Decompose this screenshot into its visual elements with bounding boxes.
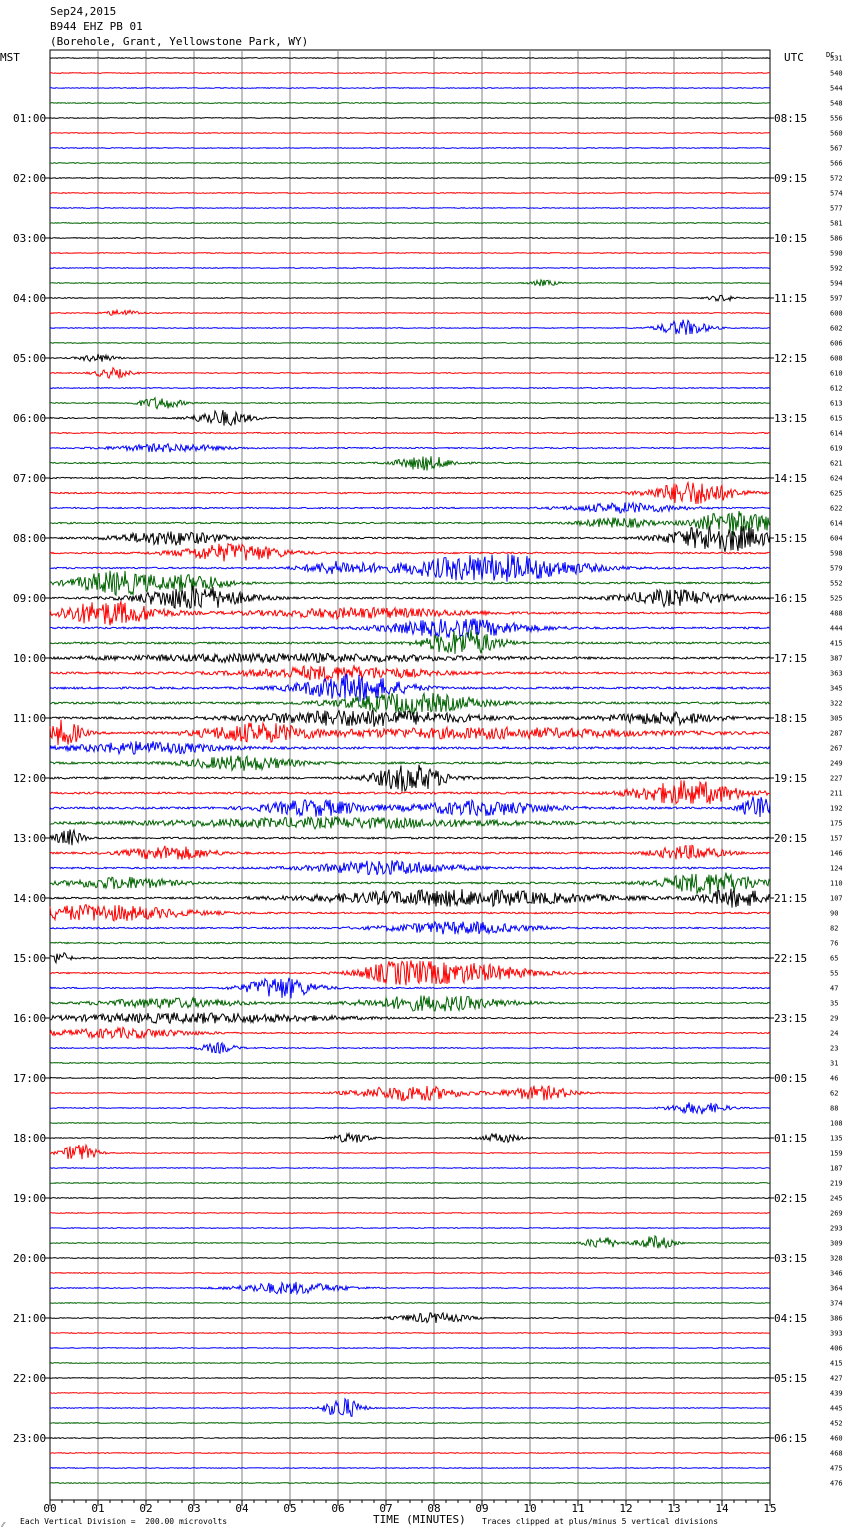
seismic-trace — [50, 268, 770, 269]
dc-offset-label: 598 — [830, 549, 843, 558]
seismic-trace — [50, 223, 770, 224]
seismic-trace — [50, 483, 770, 504]
x-tick-label: 08 — [427, 1502, 441, 1515]
seismic-trace — [50, 354, 770, 362]
x-tick-label: 10 — [523, 1502, 537, 1515]
utc-hour-label: 22:15 — [774, 952, 808, 965]
seismic-traces — [50, 58, 770, 1484]
dc-offset-label: 157 — [830, 834, 843, 843]
seismic-trace — [50, 619, 770, 638]
seismic-trace — [50, 554, 770, 582]
seismic-trace — [50, 1078, 770, 1079]
seismic-trace — [50, 1438, 770, 1439]
seismic-trace — [50, 444, 770, 453]
corner-mark: ⁄⁄ — [2, 1521, 5, 1529]
seismic-trace — [50, 953, 770, 963]
utc-hour-label: 14:15 — [774, 472, 808, 485]
dc-offset-label: 227 — [830, 774, 843, 783]
seismic-trace — [50, 280, 770, 286]
seismic-trace — [50, 860, 770, 874]
dc-offset-label: 577 — [830, 204, 843, 213]
dc-offset-label: 245 — [830, 1194, 843, 1203]
dc-offset-label: 35 — [830, 999, 839, 1008]
seismic-trace — [50, 133, 770, 134]
record-date: Sep24,2015 — [50, 5, 117, 18]
utc-hour-label: 12:15 — [774, 352, 808, 365]
dc-offset-label: 187 — [830, 1164, 843, 1173]
seismic-trace — [50, 942, 770, 943]
seismic-trace — [50, 1134, 770, 1143]
seismic-trace — [50, 873, 770, 895]
dc-offset-label: 108 — [830, 1119, 843, 1128]
seismic-trace — [50, 295, 770, 301]
dc-offset-label: 600 — [830, 309, 843, 318]
dc-offset-label: 602 — [830, 324, 843, 333]
mst-hour-label: 06:00 — [13, 412, 47, 425]
seismic-trace — [50, 1027, 770, 1038]
mst-hour-label: 05:00 — [13, 352, 47, 365]
dc-offset-label: 293 — [830, 1224, 843, 1233]
x-tick-label: 00 — [43, 1502, 57, 1515]
seismic-trace — [50, 1333, 770, 1334]
dc-offset-label: 305 — [830, 714, 843, 723]
dc-offset-label: 592 — [830, 264, 843, 273]
scale-note: Each Vertical Division = 200.00 microvolts — [20, 1517, 228, 1526]
dc-offset-label: 65 — [830, 954, 839, 963]
dc-offset-label: 604 — [830, 534, 843, 543]
mst-hour-label: 11:00 — [13, 712, 47, 725]
mst-hour-label: 13:00 — [13, 832, 47, 845]
seismic-trace — [50, 1228, 770, 1229]
x-tick-label: 06 — [331, 1502, 345, 1515]
seismic-trace — [50, 1378, 770, 1379]
dc-offset-label: 76 — [830, 939, 839, 948]
dc-offset-label: 475 — [830, 1464, 843, 1473]
mst-hour-label: 03:00 — [13, 232, 47, 245]
station-location: (Borehole, Grant, Yellowstone Park, WY) — [50, 35, 309, 48]
seismic-trace — [50, 253, 770, 254]
utc-axis-label: UTC — [784, 51, 804, 64]
dc-offset-label: 619 — [830, 444, 843, 453]
dc-offset-label: 567 — [830, 144, 843, 153]
seismic-trace — [50, 544, 770, 562]
dc-offset-label: 560 — [830, 129, 843, 138]
dc-offset-label: 29 — [830, 1014, 839, 1023]
seismic-trace — [50, 477, 770, 478]
dc-offset-label: 363 — [830, 669, 843, 678]
x-tick-label: 11 — [571, 1502, 585, 1515]
mst-hour-label: 17:00 — [13, 1072, 47, 1085]
x-tick-label: 13 — [667, 1502, 681, 1515]
x-tick-label: 04 — [235, 1502, 249, 1515]
dc-offset-label: 581 — [830, 219, 843, 228]
dc-header-label: DC — [826, 51, 835, 59]
dc-offset-label: 597 — [830, 294, 843, 303]
seismic-trace — [50, 586, 770, 609]
seismic-trace — [50, 1393, 770, 1394]
dc-offset-label: 614 — [830, 519, 843, 528]
dc-offset-label: 615 — [830, 414, 843, 423]
seismic-trace — [50, 961, 770, 986]
utc-hour-label: 01:15 — [774, 1132, 808, 1145]
seismic-trace — [50, 978, 770, 999]
dc-offset-label: 612 — [830, 384, 843, 393]
dc-offset-label: 427 — [830, 1374, 843, 1383]
seismic-trace — [50, 1145, 770, 1159]
seismic-trace — [50, 693, 770, 714]
utc-hour-label: 05:15 — [774, 1372, 808, 1385]
dc-offset-label: 124 — [830, 864, 843, 873]
seismic-trace — [50, 922, 770, 935]
mst-hour-label: 12:00 — [13, 772, 47, 785]
dc-offset-label: 586 — [830, 234, 843, 243]
dc-offset-label: 192 — [830, 804, 843, 813]
utc-hour-label: 00:15 — [774, 1072, 808, 1085]
dc-offset-label: 445 — [830, 1404, 843, 1413]
dc-offset-label: 328 — [830, 1254, 843, 1263]
seismic-trace — [50, 1313, 770, 1323]
dc-offset-label: 90 — [830, 909, 839, 918]
dc-offset-label: 624 — [830, 474, 843, 483]
dc-offset-label: 439 — [830, 1389, 843, 1398]
seismic-trace — [50, 653, 770, 662]
seismic-trace — [50, 1273, 770, 1274]
dc-offset-label: 175 — [830, 819, 843, 828]
seismic-trace — [50, 238, 770, 239]
mst-hour-label: 22:00 — [13, 1372, 47, 1385]
seismic-trace — [50, 709, 770, 726]
seismic-trace — [50, 343, 770, 344]
dc-offset-label: 452 — [830, 1419, 843, 1428]
seismic-trace — [50, 432, 770, 433]
seismic-trace — [50, 1348, 770, 1349]
seismic-trace — [50, 889, 770, 908]
dc-offset-label: 415 — [830, 639, 843, 648]
dc-offset-label: 444 — [830, 624, 843, 633]
seismic-trace — [50, 1483, 770, 1484]
utc-hour-label: 02:15 — [774, 1192, 808, 1205]
mst-hour-label: 10:00 — [13, 652, 47, 665]
mst-hour-label: 09:00 — [13, 592, 47, 605]
seismic-trace — [50, 996, 770, 1012]
x-tick-label: 14 — [715, 1502, 729, 1515]
mst-hour-label: 18:00 — [13, 1132, 47, 1145]
dc-offset-label: 62 — [830, 1089, 839, 1098]
seismic-trace — [50, 456, 770, 470]
mst-axis-label: MST — [0, 51, 20, 64]
dc-offset-label: 415 — [830, 1359, 843, 1368]
dc-offset-label: 556 — [830, 114, 843, 123]
utc-hour-label: 03:15 — [774, 1252, 808, 1265]
seismic-trace — [50, 1183, 770, 1184]
mst-hour-label: 16:00 — [13, 1012, 47, 1025]
station-code: B944 EHZ PB 01 — [50, 20, 143, 33]
dc-offset-label: 386 — [830, 1314, 843, 1323]
seismic-trace — [50, 829, 770, 845]
x-tick-label: 05 — [283, 1502, 297, 1515]
utc-hour-label: 21:15 — [774, 892, 808, 905]
seismic-trace — [50, 368, 770, 379]
seismic-trace — [50, 526, 770, 552]
seismic-trace — [50, 1213, 770, 1214]
mst-hour-label: 21:00 — [13, 1312, 47, 1325]
seismic-trace — [50, 1258, 770, 1259]
utc-hour-label: 15:15 — [774, 532, 808, 545]
dc-offset-label: 393 — [830, 1329, 843, 1338]
dc-offset-label: 621 — [830, 459, 843, 468]
dc-offset-label: 476 — [830, 1479, 843, 1488]
seismic-trace — [50, 1168, 770, 1169]
seismic-trace — [50, 511, 770, 535]
dc-offset-label: 287 — [830, 729, 843, 738]
seismic-trace — [50, 845, 770, 859]
seismic-trace — [50, 1102, 770, 1114]
dc-offset-label: 159 — [830, 1149, 843, 1158]
utc-hour-label: 04:15 — [774, 1312, 808, 1325]
seismic-trace — [50, 630, 770, 654]
axis-labels — [0, 51, 843, 1529]
seismic-trace — [50, 1013, 770, 1024]
dc-offset-label: 552 — [830, 579, 843, 588]
seismic-trace — [50, 1453, 770, 1454]
seismic-trace — [50, 765, 770, 792]
mst-hour-label: 07:00 — [13, 472, 47, 485]
seismic-trace — [50, 118, 770, 119]
seismic-trace — [50, 208, 770, 209]
dc-offset-label: 579 — [830, 564, 843, 573]
seismic-trace — [50, 905, 770, 921]
x-tick-label: 09 — [475, 1502, 489, 1515]
seismic-trace — [50, 666, 770, 681]
seismic-trace — [50, 163, 770, 164]
mst-hour-label: 08:00 — [13, 532, 47, 545]
seismic-trace — [50, 571, 770, 595]
dc-offset-label: 107 — [830, 894, 843, 903]
seismic-trace — [50, 674, 770, 701]
dc-offset-label: 364 — [830, 1284, 843, 1293]
seismic-trace — [50, 320, 770, 335]
seismic-trace — [50, 1399, 770, 1417]
seismic-trace — [50, 1236, 770, 1248]
seismic-trace — [50, 1468, 770, 1469]
seismic-trace — [50, 1123, 770, 1124]
seismic-trace — [50, 398, 770, 409]
seismic-trace — [50, 1282, 770, 1294]
mst-hour-label: 19:00 — [13, 1192, 47, 1205]
x-tick-label: 02 — [139, 1502, 153, 1515]
x-axis-title: TIME (MINUTES) — [373, 1513, 466, 1526]
x-tick-label: 01 — [91, 1502, 105, 1515]
dc-offset-label: 608 — [830, 354, 843, 363]
dc-offset-label: 525 — [830, 594, 843, 603]
seismic-trace — [50, 410, 770, 426]
seismic-trace — [50, 1363, 770, 1364]
dc-offset-label: 614 — [830, 429, 843, 438]
dc-offset-label: 540 — [830, 69, 843, 78]
seismic-trace — [50, 1043, 770, 1054]
seismic-trace — [50, 1198, 770, 1199]
dc-offset-label: 55 — [830, 969, 839, 978]
dc-offset-label: 488 — [830, 609, 843, 618]
dc-offset-label: 590 — [830, 249, 843, 258]
dc-offset-label: 24 — [830, 1029, 839, 1038]
mst-hour-label: 04:00 — [13, 292, 47, 305]
mst-hour-label: 01:00 — [13, 112, 47, 125]
seismic-trace — [50, 1303, 770, 1304]
utc-hour-label: 19:15 — [774, 772, 808, 785]
mst-hour-label: 15:00 — [13, 952, 47, 965]
seismic-trace — [50, 1423, 770, 1424]
dc-offset-label: 468 — [830, 1449, 843, 1458]
dc-offset-label: 606 — [830, 339, 843, 348]
x-tick-label: 12 — [619, 1502, 633, 1515]
utc-hour-label: 08:15 — [774, 112, 808, 125]
dc-offset-label: 88 — [830, 1104, 839, 1113]
utc-hour-label: 20:15 — [774, 832, 808, 845]
seismic-trace — [50, 388, 770, 389]
x-tick-label: 07 — [379, 1502, 393, 1515]
dc-offset-label: 47 — [830, 984, 839, 993]
utc-hour-label: 23:15 — [774, 1012, 808, 1025]
dc-offset-label: 23 — [830, 1044, 839, 1053]
dc-offset-label: 82 — [830, 924, 839, 933]
dc-offset-label: 146 — [830, 849, 843, 858]
seismic-trace — [50, 88, 770, 89]
dc-offset-label: 269 — [830, 1209, 843, 1218]
mst-hour-label: 14:00 — [13, 892, 47, 905]
utc-hour-label: 18:15 — [774, 712, 808, 725]
seismic-trace — [50, 310, 770, 315]
utc-hour-label: 10:15 — [774, 232, 808, 245]
clip-note: Traces clipped at plus/minus 5 vertical divisions — [482, 1517, 719, 1526]
mst-hour-label: 02:00 — [13, 172, 47, 185]
dc-offset-label: 625 — [830, 489, 843, 498]
dc-offset-label: 46 — [830, 1074, 839, 1083]
seismic-trace — [50, 73, 770, 74]
dc-offset-label: 622 — [830, 504, 843, 513]
x-tick-label: 03 — [187, 1502, 201, 1515]
seismic-trace — [50, 720, 770, 746]
dc-offset-label: 548 — [830, 99, 843, 108]
dc-offset-label: 544 — [830, 84, 843, 93]
utc-hour-label: 13:15 — [774, 412, 808, 425]
dc-offset-label: 406 — [830, 1344, 843, 1353]
dc-offset-label: 135 — [830, 1134, 843, 1143]
dc-offset-label: 346 — [830, 1269, 843, 1278]
seismic-trace — [50, 817, 770, 829]
seismic-trace — [50, 58, 770, 59]
seismic-trace — [50, 1086, 770, 1101]
mst-hour-label: 23:00 — [13, 1432, 47, 1445]
dc-offset-label: 610 — [830, 369, 843, 378]
seismic-trace — [50, 178, 770, 179]
utc-hour-label: 16:15 — [774, 592, 808, 605]
dc-offset-label: 572 — [830, 174, 843, 183]
dc-offset-label: 322 — [830, 699, 843, 708]
dc-offset-label: 613 — [830, 399, 843, 408]
utc-hour-label: 17:15 — [774, 652, 808, 665]
dc-offset-label: 345 — [830, 684, 843, 693]
dc-offset-label: 249 — [830, 759, 843, 768]
dc-offset-label: 594 — [830, 279, 843, 288]
seismic-trace — [50, 503, 770, 513]
dc-offset-label: 267 — [830, 744, 843, 753]
utc-hour-label: 06:15 — [774, 1432, 808, 1445]
seismic-trace — [50, 756, 770, 771]
seismic-trace — [50, 193, 770, 194]
dc-offset-label: 531 — [830, 54, 843, 63]
dc-offset-label: 211 — [830, 789, 843, 798]
dc-offset-label: 31 — [830, 1059, 839, 1068]
dc-offset-label: 566 — [830, 159, 843, 168]
dc-offset-label: 374 — [830, 1299, 843, 1308]
seismic-trace — [50, 1063, 770, 1064]
seismic-trace — [50, 741, 770, 754]
dc-offset-label: 460 — [830, 1434, 843, 1443]
dc-offset-label: 219 — [830, 1179, 843, 1188]
dc-offset-label: 387 — [830, 654, 843, 663]
mst-hour-label: 20:00 — [13, 1252, 47, 1265]
dc-offset-label: 110 — [830, 879, 843, 888]
seismic-trace — [50, 148, 770, 149]
dc-offset-label: 309 — [830, 1239, 843, 1248]
x-tick-label: 15 — [763, 1502, 777, 1515]
seismic-trace — [50, 103, 770, 104]
dc-offset-label: 574 — [830, 189, 843, 198]
utc-hour-label: 11:15 — [774, 292, 808, 305]
utc-hour-label: 09:15 — [774, 172, 808, 185]
